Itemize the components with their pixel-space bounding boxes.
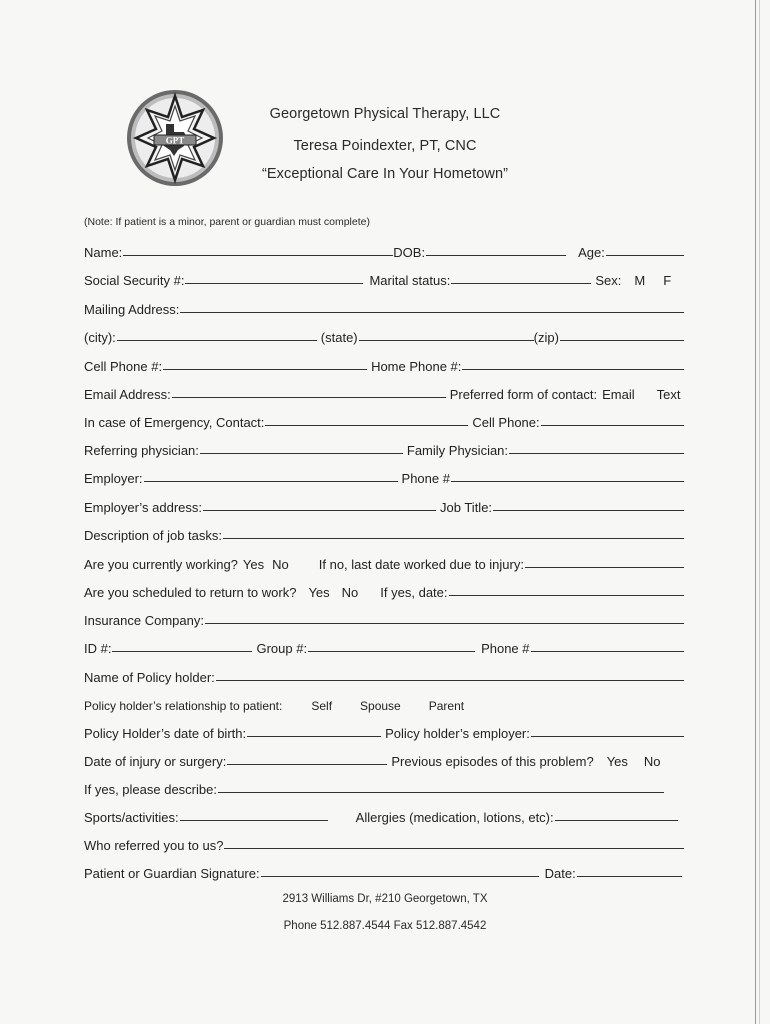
- emergency-contact-label: In case of Emergency, Contact:: [84, 415, 265, 430]
- scan-edge-line: [755, 0, 756, 1024]
- name-label: Name:: [84, 245, 123, 260]
- mailing-field[interactable]: [180, 312, 684, 313]
- email-label: Email Address:: [84, 387, 171, 402]
- employer-address-label: Employer’s address:: [84, 500, 203, 515]
- family-physician-field[interactable]: [509, 453, 684, 454]
- minor-note: (Note: If patient is a minor, parent or guardian must complete): [84, 216, 370, 228]
- previous-yes-option[interactable]: Yes: [606, 754, 628, 769]
- company-slogan: “Exceptional Care In Your Hometown”: [261, 166, 509, 182]
- emergency-cell-label: Cell Phone:: [472, 415, 540, 430]
- zip-label: (zip): [533, 330, 559, 345]
- preferred-text-option[interactable]: Text: [656, 387, 681, 402]
- signature-date-label: Date:: [544, 866, 576, 881]
- home-phone-field[interactable]: [462, 369, 684, 370]
- row-mailing: [84, 297, 684, 317]
- marital-field[interactable]: [451, 283, 591, 284]
- holder-dob-label: Policy Holder’s date of birth:: [84, 726, 247, 741]
- footer-contact: Phone 512.887.4544 Fax 512.887.4542: [283, 920, 487, 932]
- relationship-parent-option[interactable]: Parent: [428, 699, 465, 713]
- holder-dob-field[interactable]: [247, 736, 381, 737]
- row-referred: [84, 833, 684, 853]
- row-insurance: [84, 608, 684, 628]
- signature-label: Patient or Guardian Signature:: [84, 866, 260, 881]
- allergies-label: Allergies (medication, lotions, etc):: [355, 810, 554, 825]
- signature-field[interactable]: [261, 876, 539, 877]
- relationship-self-option[interactable]: Self: [311, 699, 333, 713]
- sex-label: Sex:: [595, 273, 622, 288]
- row-sports: [84, 805, 678, 825]
- email-field[interactable]: [172, 397, 446, 398]
- previous-no-option[interactable]: No: [643, 754, 661, 769]
- referred-label: Who referred you to us?: [84, 838, 224, 853]
- dob-field[interactable]: [426, 255, 566, 256]
- company-name: Georgetown Physical Therapy, LLC: [269, 106, 501, 122]
- row-employer-address: [84, 495, 684, 515]
- sex-option-f[interactable]: F: [663, 273, 672, 288]
- emergency-cell-field[interactable]: [541, 425, 684, 426]
- row-email: [84, 382, 684, 402]
- return-question: Are you scheduled to return to work?: [84, 585, 297, 600]
- job-tasks-label: Description of job tasks:: [84, 528, 223, 543]
- preferred-email-option[interactable]: Email: [602, 387, 635, 402]
- working-question: Are you currently working?: [84, 557, 238, 572]
- insurance-company-label: Insurance Company:: [84, 613, 204, 628]
- age-label: Age:: [578, 245, 605, 260]
- relationship-label: Policy holder’s relationship to patient:: [84, 699, 283, 713]
- last-date-field[interactable]: [525, 567, 684, 568]
- referred-field[interactable]: [224, 848, 684, 849]
- row-employer: [84, 466, 684, 486]
- id-field[interactable]: [112, 651, 252, 652]
- row-name: [84, 240, 684, 260]
- injury-date-field[interactable]: [227, 764, 387, 765]
- insurance-company-field[interactable]: [205, 623, 684, 624]
- group-field[interactable]: [308, 651, 475, 652]
- row-holder-details: [84, 721, 684, 741]
- row-relationship: [84, 693, 684, 713]
- policy-holder-label: Name of Policy holder:: [84, 670, 215, 685]
- row-job-tasks: [84, 523, 684, 543]
- ssn-label: Social Security #:: [84, 273, 185, 288]
- row-describe: [84, 777, 664, 797]
- id-label: ID #:: [84, 641, 112, 656]
- scan-edge-line-2: [759, 0, 760, 1024]
- family-physician-label: Family Physician:: [406, 443, 509, 458]
- emergency-contact-field[interactable]: [265, 425, 468, 426]
- age-field[interactable]: [606, 255, 684, 256]
- marital-label: Marital status:: [369, 273, 451, 288]
- sex-option-m[interactable]: M: [634, 273, 646, 288]
- insurance-phone-label: Phone #: [481, 641, 530, 656]
- cell-phone-field[interactable]: [163, 369, 367, 370]
- cell-phone-label: Cell Phone #:: [84, 359, 163, 374]
- footer-address: 2913 Williams Dr, #210 Georgetown, TX: [282, 893, 488, 905]
- employer-label: Employer:: [84, 471, 143, 486]
- row-emergency: [84, 410, 684, 430]
- working-yes-option[interactable]: Yes: [242, 557, 265, 572]
- state-label: (state): [320, 330, 358, 345]
- dob-label: DOB:: [393, 245, 426, 260]
- city-field[interactable]: [117, 340, 317, 341]
- employer-phone-field[interactable]: [451, 481, 684, 482]
- name-field[interactable]: [123, 255, 393, 256]
- state-field[interactable]: [359, 340, 534, 341]
- holder-employer-label: Policy holder’s employer:: [385, 726, 530, 741]
- return-date-label: If yes, date:: [380, 585, 448, 600]
- holder-employer-field[interactable]: [531, 736, 684, 737]
- policy-holder-field[interactable]: [216, 680, 684, 681]
- employer-phone-label: Phone #: [401, 471, 450, 486]
- signature-date-field[interactable]: [577, 876, 682, 877]
- row-physicians: [84, 438, 684, 458]
- employer-address-field[interactable]: [203, 510, 436, 511]
- zip-field[interactable]: [560, 340, 684, 341]
- provider-name: Teresa Poindexter, PT, CNC: [293, 138, 477, 154]
- row-city: [84, 325, 684, 345]
- row-signature: [84, 861, 682, 881]
- allergies-field[interactable]: [555, 820, 678, 821]
- row-phones: [84, 354, 684, 374]
- return-no-option[interactable]: No: [341, 585, 359, 600]
- row-return: [84, 580, 684, 600]
- preferred-contact-label: Preferred form of contact:: [449, 387, 598, 402]
- last-date-label: If no, last date worked due to injury:: [318, 557, 524, 572]
- describe-label: If yes, please describe:: [84, 782, 217, 797]
- insurance-phone-field[interactable]: [531, 651, 685, 652]
- city-label: (city):: [84, 330, 116, 345]
- referring-physician-label: Referring physician:: [84, 443, 199, 458]
- working-no-option[interactable]: No: [272, 557, 289, 572]
- previous-episodes-question: Previous episodes of this problem?: [391, 754, 594, 769]
- row-policy-holder: [84, 665, 684, 685]
- employer-field[interactable]: [144, 481, 398, 482]
- return-date-field[interactable]: [449, 595, 685, 596]
- row-ssn: [84, 268, 684, 288]
- row-insurance-ids: [84, 636, 684, 656]
- injury-date-label: Date of injury or surgery:: [84, 754, 227, 769]
- job-title-label: Job Title:: [440, 500, 493, 515]
- sports-label: Sports/activities:: [84, 810, 179, 825]
- job-tasks-field[interactable]: [223, 538, 684, 539]
- describe-field[interactable]: [218, 792, 664, 793]
- mailing-label: Mailing Address:: [84, 302, 180, 317]
- ssn-field[interactable]: [185, 283, 363, 284]
- job-title-field[interactable]: [493, 510, 684, 511]
- return-yes-option[interactable]: Yes: [308, 585, 330, 600]
- referring-physician-field[interactable]: [200, 453, 403, 454]
- home-phone-label: Home Phone #:: [371, 359, 462, 374]
- group-label: Group #:: [256, 641, 308, 656]
- relationship-spouse-option[interactable]: Spouse: [360, 699, 401, 713]
- sports-field[interactable]: [180, 820, 328, 821]
- row-injury: [84, 749, 684, 769]
- row-working: [84, 552, 684, 572]
- logo-lettering: GPT: [165, 135, 185, 146]
